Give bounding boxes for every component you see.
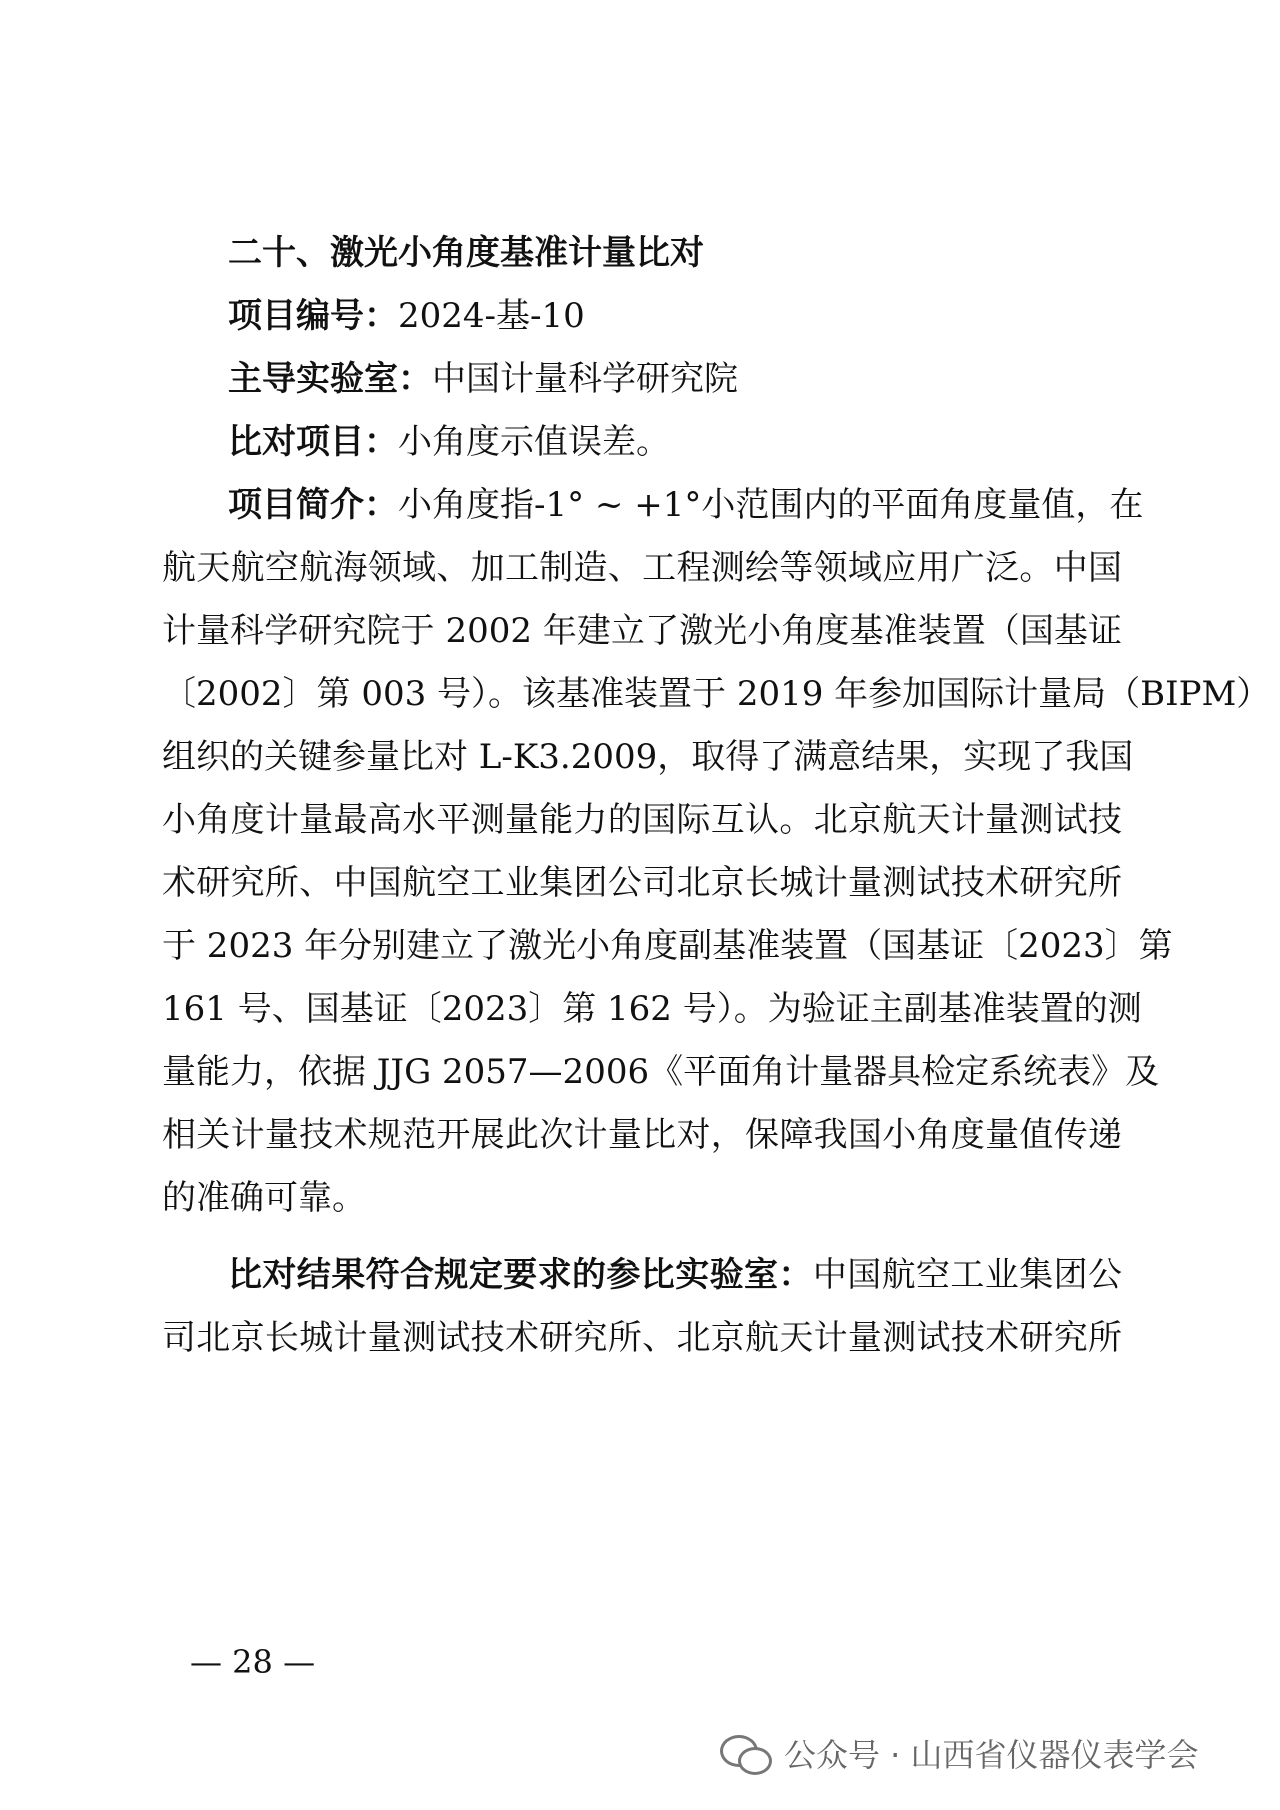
result-line: 司北京长城计量测试技术研究所、北京航天计量测试技术研究所: [162, 1318, 1122, 1358]
intro-line: 小角度计量最高水平测量能力的国际互认。北京航天计量测试技: [162, 800, 1122, 840]
intro-line: 相关计量技术规范开展此次计量比对，保障我国小角度量值传递: [162, 1115, 1122, 1155]
lead-lab-value: 中国计量科学研究院: [432, 359, 738, 399]
section-title: 二十、激光小角度基准计量比对: [228, 233, 704, 273]
lead-lab: [228, 359, 1122, 399]
project-number: [228, 296, 1122, 336]
result-line-first: [228, 1255, 1122, 1295]
intro-label: 项目简介：: [228, 485, 398, 525]
page-number: — 28 —: [190, 1643, 316, 1681]
comparison-item: [228, 422, 1122, 462]
watermark: [720, 1728, 1199, 1778]
intro-line-last: 的准确可靠。: [162, 1178, 366, 1218]
project-number-value: 2024-基-10: [398, 296, 585, 336]
result-label: 比对结果符合规定要求的参比实验室：: [228, 1255, 813, 1295]
intro-line: 航天航空航海领域、加工制造、工程测绘等领域应用广泛。中国: [162, 548, 1122, 588]
intro-line: 量能力，依据 JJG 2057—2006《平面角计量器具检定系统表》及: [162, 1052, 1160, 1092]
intro-line-first: [228, 485, 1144, 525]
result-first-text: 中国航空工业集团公: [812, 1255, 1123, 1295]
intro-line: 术研究所、中国航空工业集团公司北京长城计量测试技术研究所: [162, 863, 1122, 903]
wechat-icon: [720, 1731, 770, 1775]
comparison-item-label: 比对项目：: [228, 422, 398, 462]
intro-line: 计量科学研究院于 2002 年建立了激光小角度基准装置（国基证: [162, 611, 1122, 651]
intro-line: 组织的关键参量比对 L-K3.2009，取得了满意结果，实现了我国: [162, 737, 1134, 777]
intro-first-text: 小角度指-1° ~ +1°小范围内的平面角度量值，在: [398, 485, 1144, 525]
comparison-item-value: 小角度示值误差。: [398, 422, 670, 462]
lead-lab-label: 主导实验室：: [228, 359, 432, 399]
watermark-text: 公众号 · 山西省仪器仪表学会: [784, 1736, 1199, 1774]
intro-line: 〔2002〕第 003 号）。该基准装置于 2019 年参加国际计量局（BIPM）: [162, 674, 1271, 714]
intro-line: 161 号、国基证〔2023〕第 162 号）。为验证主副基准装置的测: [162, 989, 1142, 1029]
project-number-label: 项目编号：: [228, 296, 398, 336]
intro-line: 于 2023 年分别建立了激光小角度副基准装置（国基证〔2023〕第: [162, 926, 1173, 966]
